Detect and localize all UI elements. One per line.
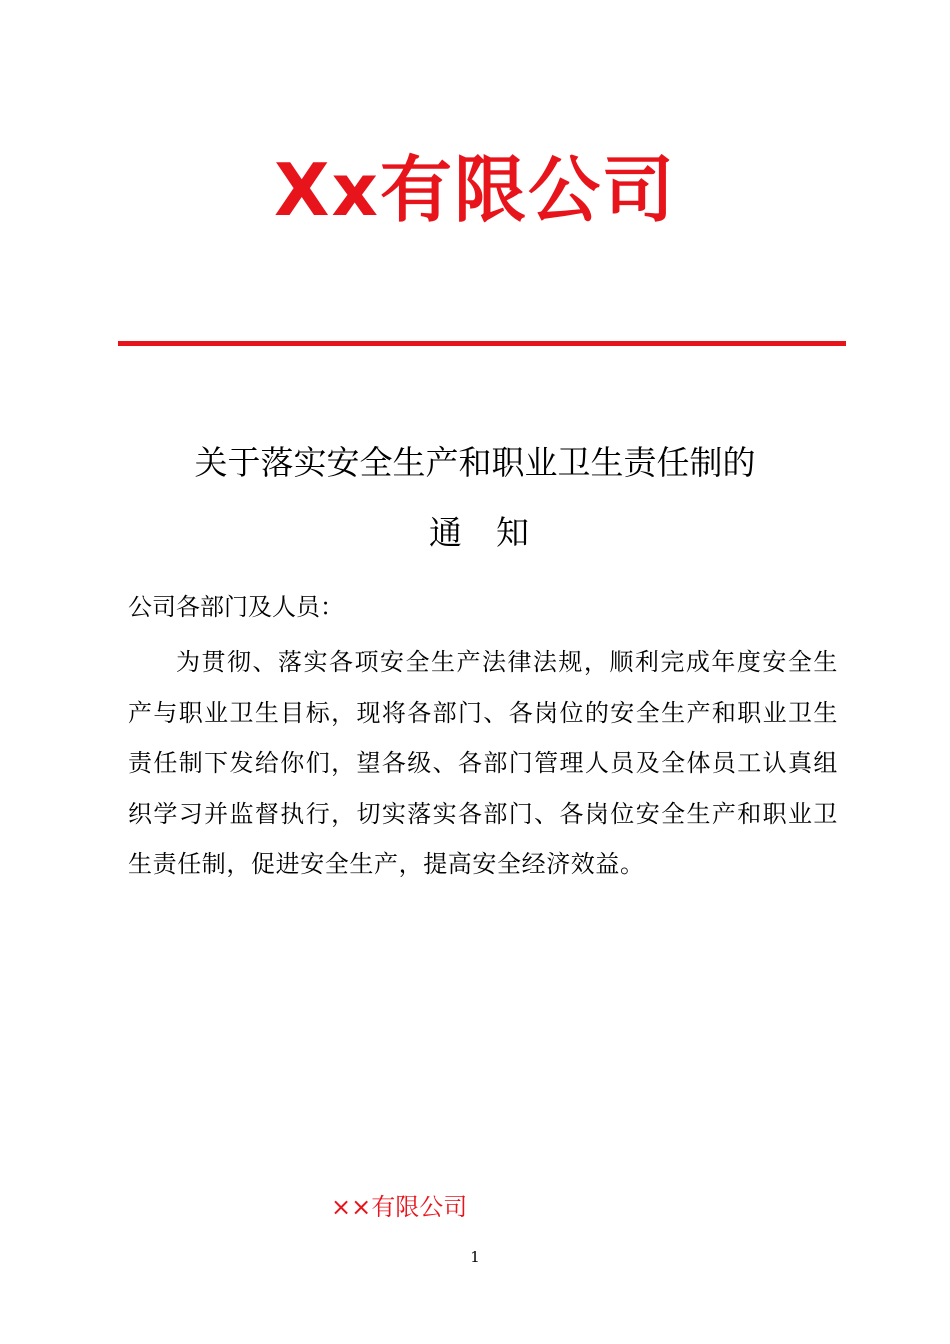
notice-subtitle bbox=[0, 508, 950, 558]
salutation: 公司各部门及人员： bbox=[128, 593, 344, 621]
notice-subtitle-char-1: 通 bbox=[429, 513, 462, 552]
notice-subtitle-char-2: 知 bbox=[496, 513, 529, 552]
notice-title: 关于落实安全生产和职业卫生责任制的 bbox=[194, 443, 756, 482]
company-header-title: Xx有限公司 bbox=[274, 148, 676, 232]
notice-body-paragraph: 为贯彻、落实各项安全生产法律法规，顺利完成年度安全生产与职业卫生目标，现将各部门、各岗位的安全生产和职业卫生责任制下发给你们，望各级、各部门管理人员及全体员工认真组织学习并监督执行，切实落实各部门、各岗位安全生产和职业卫生责任制，促进安全生产，提高安全经济效益。 bbox=[128, 648, 838, 878]
header-red-divider bbox=[118, 341, 846, 346]
signature-company: ××有限公司 bbox=[331, 1193, 468, 1221]
page-number: 1 bbox=[470, 1248, 480, 1266]
